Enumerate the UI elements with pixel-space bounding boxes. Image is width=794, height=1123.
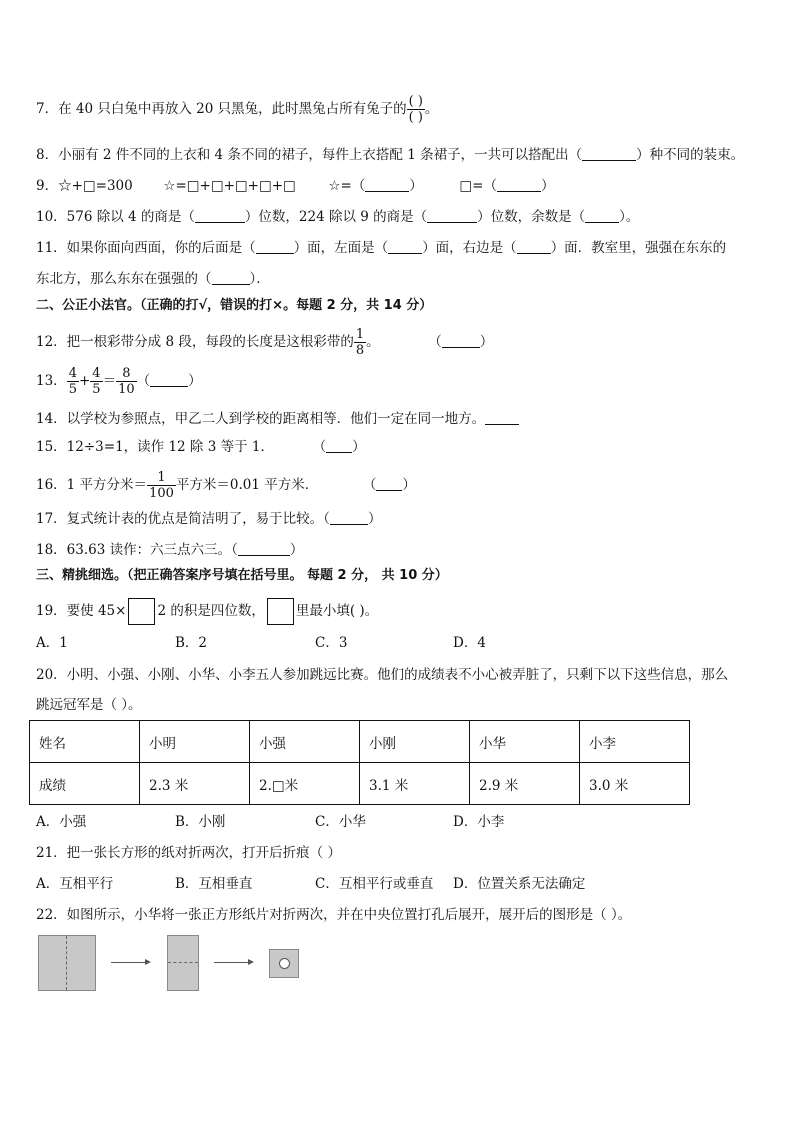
question-16 [36,470,416,501]
q19-part-a: 19．要使 45× [36,603,127,619]
q21-option-c[interactable]: C．互相平行或垂直 [315,876,434,892]
q10-blank-2[interactable] [427,208,477,223]
q10-part-a: 10．576 除以 4 的商是（ [36,209,195,225]
q20-option-c[interactable]: C．小华 [315,814,366,830]
q13-fraction-3 [116,366,137,397]
question-22: 22．如图所示，小华将一张正方形纸片对折两次，并在中央位置打孔后展开，展开后的图形是（ ）。 [36,907,632,923]
q10-part-b: ）位数，224 除以 9 的商是（ [244,209,428,225]
q11-part-f: ）． [249,271,270,287]
table-cell: 3.0 米 [580,763,690,805]
q15-blank[interactable] [326,438,352,453]
q14-text: 14．以学校为参照点，甲乙二人到学校的距离相等．他们一定在同一地方。 [36,411,486,427]
question-8 [36,145,744,165]
q7-fraction [407,94,425,125]
fold-line-horizontal [168,962,198,963]
q7-numerator: ( ) [408,94,423,109]
question-7 [36,94,438,125]
q10-part-d: ）。 [619,209,640,225]
q15-paren-close: ） [352,439,366,455]
q19-part-b: 2 的积是四位数， [157,603,265,619]
q13-blank[interactable] [150,372,188,387]
question-17 [36,509,381,529]
q21-option-b[interactable]: B．互相垂直 [175,876,253,892]
arrow-icon [111,962,149,963]
q10-part-c: ）位数，余数是（ [477,209,586,225]
q17-blank[interactable] [330,510,368,525]
q12-paren-open: （ [428,334,442,350]
question-11-line-2 [36,269,270,289]
q12-end: 。 [366,334,380,350]
q17-end: ） [367,511,382,527]
q9-part-d-end: ） [540,178,555,194]
q13-d3: 10 [118,382,135,397]
question-14 [36,409,519,429]
section-2-heading: 二、公正小法官。（正确的打√，错误的打×。每题 2 分，共 14 分） [36,298,433,313]
q20-option-a[interactable]: A．小强 [36,814,87,830]
table-header-cell: 姓名 [30,721,140,763]
q11-blank-4[interactable] [212,270,250,285]
q16-numerator: 1 [147,470,176,486]
q12-paren-close: ） [479,334,494,350]
q20-option-b[interactable]: B．小刚 [175,814,226,830]
q13-n2: 4 [92,366,101,381]
q10-blank-1[interactable] [195,208,245,223]
q19-option-b[interactable]: B．2 [175,635,208,651]
q11-blank-3[interactable] [517,239,551,254]
square-paper-figure [38,935,96,991]
section-3-heading: 三、精挑细选。（把正确答案序号填在括号里。 每题 2 分， 共 10 分） [36,568,448,583]
q7-denominator: ( ) [408,110,423,125]
q19-option-c[interactable]: C．3 [315,635,348,651]
question-9 [36,176,554,196]
q11-part-d: ）面．教室里，强强在东东的 [550,240,727,256]
q16-paren-open: （ [362,477,377,493]
table-row [30,721,690,763]
q11-part-a: 11．如果你面向西面，你的后面是（ [36,240,256,256]
q12-denominator: 8 [355,343,365,358]
q13-d2: 5 [92,382,101,397]
table-header-cell: 小刚 [360,721,470,763]
table-header-cell: 小华 [470,721,580,763]
q20-option-d[interactable]: D．小李 [453,814,505,830]
q9-part-c: ☆=（ [328,178,366,194]
q7-text: 7．在 40 只白兔中再放入 20 只黑兔，此时黑兔占所有兔子的 [36,101,407,117]
q9-part-c-end: ） [409,178,423,194]
question-12 [36,327,493,358]
q11-part-b: ）面，左面是（ [293,240,389,256]
q8-end: ）种不同的装束。 [636,147,745,163]
q15-paren-open: （ [312,439,327,455]
q11-blank-1[interactable] [256,239,294,254]
q11-part-e: 东北方，那么东东在强强的（ [36,271,212,287]
table-cell: 2.9 米 [470,763,580,805]
q12-text: 12．把一根彩带分成 8 段，每段的长度是这根彩带的 [36,334,354,350]
q13-plus: + [78,373,91,389]
q15-text: 15．12÷3=1，读作 12 除 3 等于 1． [36,439,274,455]
question-15 [36,437,366,457]
hole-icon [279,958,290,969]
question-10 [36,207,639,227]
question-20-line-2: 跳远冠军是（ ）。 [36,697,142,713]
q13-paren-open: （ [136,373,151,389]
table-cell: 2.3 米 [140,763,250,805]
q13-fraction-1 [67,366,79,397]
q14-blank[interactable] [485,410,519,425]
fold-line-vertical [66,936,67,990]
question-18 [36,540,303,560]
q19-box-1[interactable] [128,598,155,625]
q18-blank[interactable] [238,541,290,556]
q11-blank-2[interactable] [388,239,422,254]
question-21: 21．把一张长方形的纸对折两次，打开后折痕（ ） [36,845,341,861]
table-header-cell: 小明 [140,721,250,763]
q16-post: 平方米＝0.01 平方米． [175,477,319,493]
q8-text: 8．小丽有 2 件不同的上衣和 4 条不同的裙子，每件上衣搭配 1 条裙子，一共可以搭配出（ [36,147,583,163]
q13-equals: ＝ [102,373,117,389]
q12-blank[interactable] [442,333,480,348]
q13-paren-close: ） [188,373,202,389]
q16-denominator: 100 [149,486,174,501]
question-11-line-1 [36,238,726,258]
q7-end: 。 [424,101,439,117]
q21-option-d[interactable]: D．位置关系无法确定 [453,876,586,892]
table-cell: 成绩 [30,763,140,805]
q13-d1: 5 [68,382,77,397]
question-19 [36,598,378,625]
q19-option-d[interactable]: D．4 [453,635,486,651]
q9-part-a: 9．☆+□=300 [36,178,133,194]
arrow-icon [214,962,252,963]
q21-option-a[interactable]: A．互相平行 [36,876,114,892]
question-20-line-1: 20．小明、小强、小刚、小华、小李五人参加跳远比赛。他们的成绩表不小心被弄脏了，只剩下以下这些信息，那么 [36,667,729,683]
q19-part-c: 里最小填( )。 [295,603,379,619]
q17-text: 17．复式统计表的优点是简洁明了，易于比较。（ [36,511,330,527]
punched-paper-figure [269,949,299,978]
q13-n3: 8 [116,366,137,382]
folded-paper-figure [167,935,199,991]
table-cell: 2.□米 [250,763,360,805]
q11-part-c: ）面，右边是（ [422,240,517,256]
q9-blank-star[interactable] [365,177,409,192]
q19-box-2[interactable] [267,598,294,625]
q9-part-b: ☆=□+□+□+□+□ [163,178,296,194]
table-header-cell: 小强 [250,721,360,763]
score-table [29,720,690,805]
q19-option-a[interactable]: A．1 [36,635,68,651]
q13-n1: 4 [68,366,77,381]
q18-text: 18．63.63 读作：六三点六三。（ [36,542,238,558]
table-row [30,763,690,805]
q18-end: ） [289,542,304,558]
q16-paren-close: ） [402,477,416,493]
q13-prefix: 13． [36,373,67,389]
q16-prefix: 16．1 平方分米＝ [36,477,148,493]
q9-part-d: □=（ [459,178,497,194]
q10-blank-3[interactable] [585,208,619,223]
q9-blank-square[interactable] [497,177,541,192]
q13-fraction-2 [90,366,102,397]
q16-blank[interactable] [376,476,402,491]
q8-blank[interactable] [582,146,636,161]
question-13 [36,366,202,397]
q16-fraction [147,470,176,501]
q12-numerator: 1 [355,327,365,342]
table-header-cell: 小李 [580,721,690,763]
q12-fraction [354,327,366,358]
table-cell: 3.1 米 [360,763,470,805]
